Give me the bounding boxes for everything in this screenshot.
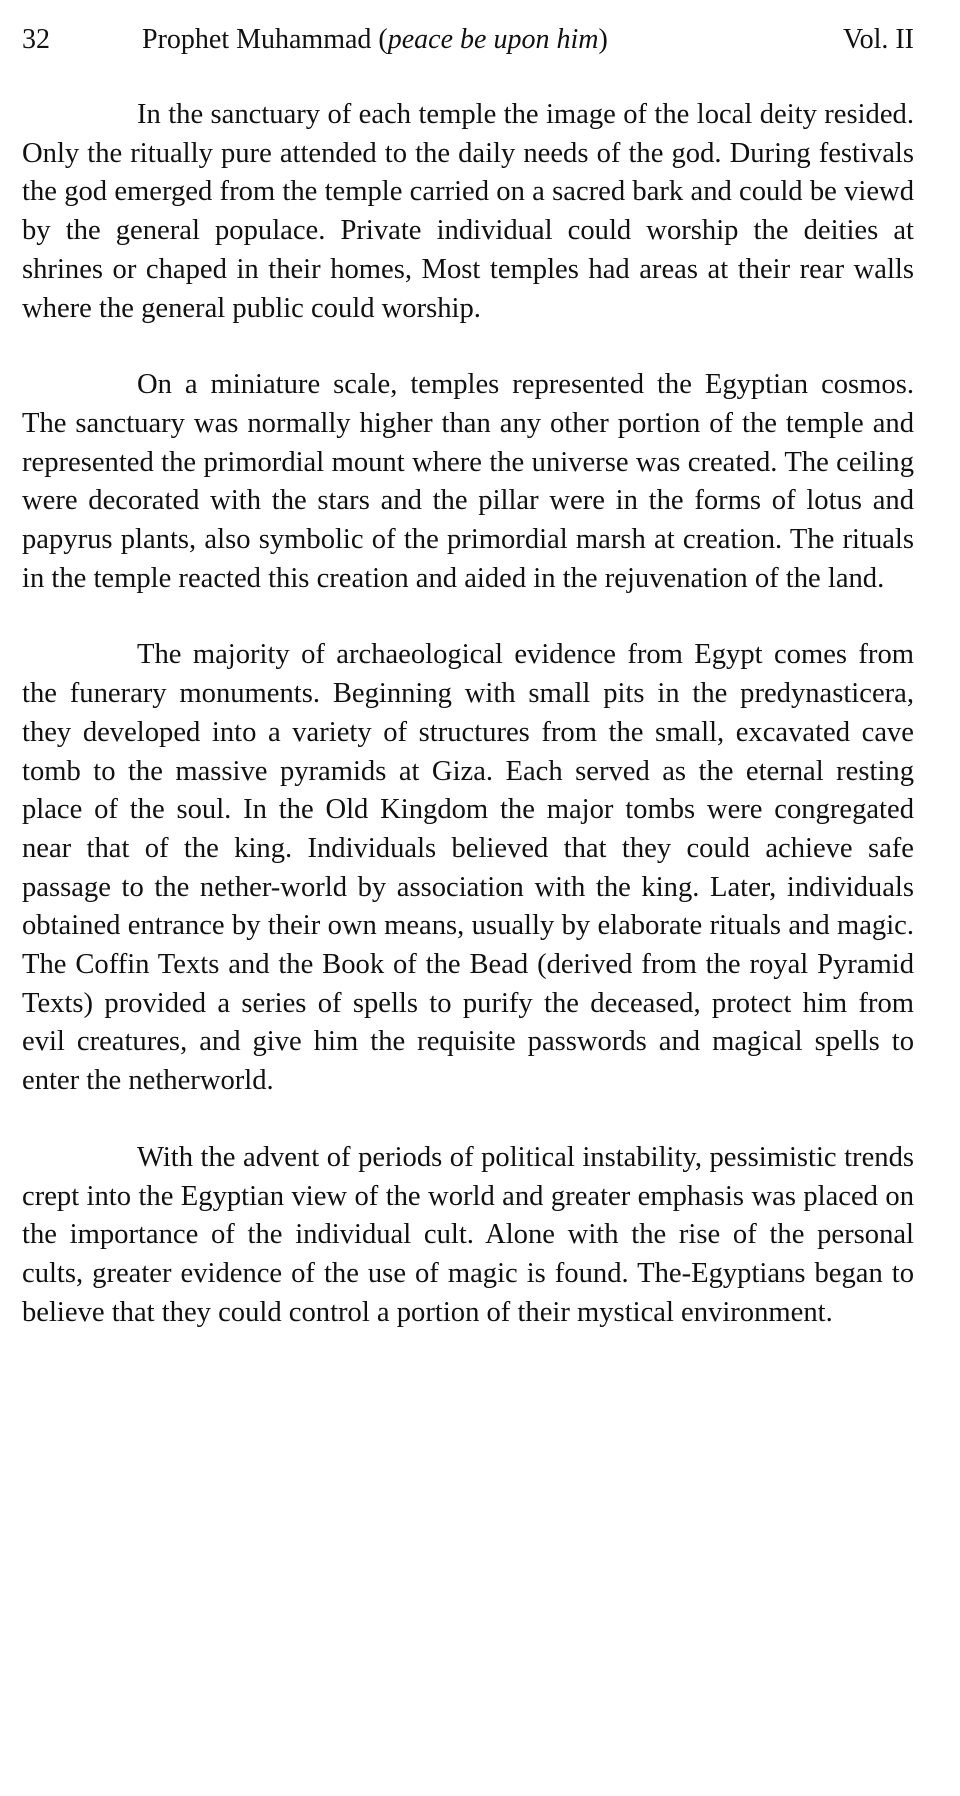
running-header xyxy=(22,18,914,62)
paragraph-instability: With the advent of periods of political instability, pessimistic trends crept into the Egyptian view of the world and greater emphasis was placed on the importance of the individual cult. Alone with the rise of the personal cults, greater evidence of the use of magic is found. The-Egyptians began to believe that they could control a portion of their mystical environment. xyxy=(22,1141,914,1328)
paragraph-sanctuary: In the sanctuary of each temple the image of the local deity resided. Only the ritually pure attended to the daily needs of the god. During festivals the god emerged from the temple carried on a sacred bark and could be viewd by the general populace. Private individual could worship the deities at shrines or chaped in their homes, Most temples had areas at their rear walls where the general public could worship. xyxy=(22,99,914,324)
running-title-italic: peace be upon him xyxy=(387,24,599,55)
page-number: 32 xyxy=(22,24,50,55)
running-title-prefix: Prophet Muhammad ( xyxy=(142,24,388,55)
paragraph-cosmos: On a miniature scale, temples represented the Egyptian cosmos. The sanctuary was normally higher than any other portion of the temple and represented the primordial mount where the universe was created. The ceiling were decorated with the stars and the pillar were in the forms of lotus and papyrus plants, also symbolic of the primordial marsh at creation. The rituals in the temple reacted this creation and aided in the rejuvenation of the land. xyxy=(22,369,914,594)
body-text xyxy=(22,96,914,1370)
volume-label: Vol. II xyxy=(842,24,914,55)
paragraph-funerary: The majority of archaeological evidence from Egypt comes from the funerary monuments. Beginning with small pits in the predynasticera, they developed into a variety of structures from the small, excavated cave tomb to the massive pyramids at Giza. Each served as the eternal resting place of the soul. In the Old Kingdom the major tombs were congregated near that of the king. Individuals believed that they could achieve safe passage to the nether-world by association with the king. Later, individuals obtained entrance by their own means, usually by elaborate rituals and magic. The Coffin Texts and the Book of the Bead (derived from the royal Pyramid Texts) provided a series of spells to purify the deceased, protect him from evil creatures, and give him the requisite passwords and magical spells to enter the netherworld. xyxy=(22,639,914,1097)
running-title-suffix: ) xyxy=(598,24,608,55)
running-title xyxy=(142,18,608,62)
